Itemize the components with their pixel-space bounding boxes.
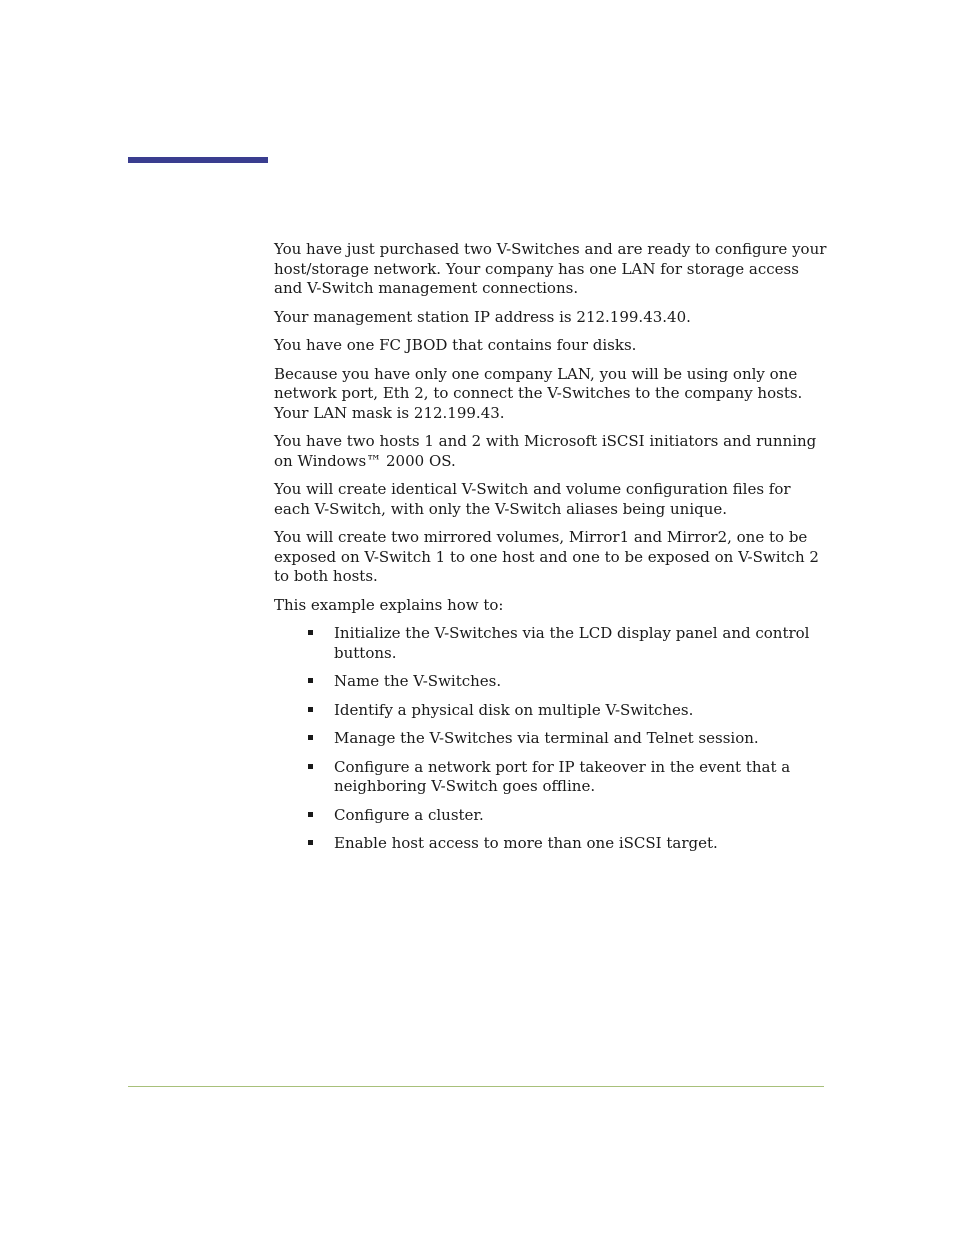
paragraph-mirrored-volumes: You will create two mirrored volumes, Mirror1 and Mirror2, one to be exposed on V-Switch 1 to one host and one to be exposed on V-Switch 2 to both hosts.: [274, 528, 819, 585]
paragraph-intro: You have just purchased two V-Switches and are ready to configure your host/storage network. Your company has one LAN for storage access and V-Switch management connections.: [274, 240, 827, 297]
footer-rule: [128, 1086, 824, 1087]
paragraph-example-intro: This example explains how to:: [274, 595, 504, 614]
list-item-text: Configure a network port for IP takeover in the event that a neighboring V-Switch goes offline.: [334, 757, 791, 795]
list-item: [274, 672, 830, 692]
square-bullet-icon: [308, 707, 313, 712]
bullet-list: [274, 624, 830, 854]
square-bullet-icon: [308, 678, 313, 683]
list-item: [274, 806, 830, 826]
main-content: [274, 240, 830, 863]
paragraph-jbod: You have one FC JBOD that contains four disks.: [274, 336, 637, 354]
square-bullet-icon: [308, 840, 313, 845]
square-bullet-icon: [308, 735, 313, 740]
paragraph-hosts: You have two hosts 1 and 2 with Microsoft iSCSI initiators and running on Windows™ 2000 OS.: [274, 432, 817, 470]
list-item-text: Enable host access to more than one iSCSI target.: [334, 834, 718, 852]
list-item-text: Configure a cluster.: [334, 805, 484, 824]
list-item: [274, 834, 830, 854]
paragraph-config-files: You will create identical V-Switch and volume configuration files for each V-Switch, with only the V-Switch aliases being unique.: [274, 480, 791, 518]
list-item: [274, 624, 830, 663]
square-bullet-icon: [308, 812, 313, 817]
list-item: [274, 729, 830, 749]
list-item-text: Name the V-Switches.: [334, 672, 502, 690]
list-item-text: Initialize the V-Switches via the LCD display panel and control buttons.: [334, 624, 810, 662]
list-item: [274, 758, 830, 797]
list-item-text: Manage the V-Switches via terminal and Telnet session.: [334, 729, 759, 747]
square-bullet-icon: [308, 764, 313, 769]
square-bullet-icon: [308, 630, 313, 635]
paragraph-network-port: Because you have only one company LAN, you will be using only one network port, Eth 2, to connect the V-Switches to the company hosts. Your LAN mask is 212.199.43.: [274, 364, 803, 422]
list-item: [274, 701, 830, 721]
paragraph-management-ip: Your management station IP address is 212.199.43.40.: [274, 307, 691, 326]
header-rule: [128, 157, 268, 163]
list-item-text: Identify a physical disk on multiple V-Switches.: [334, 700, 694, 719]
